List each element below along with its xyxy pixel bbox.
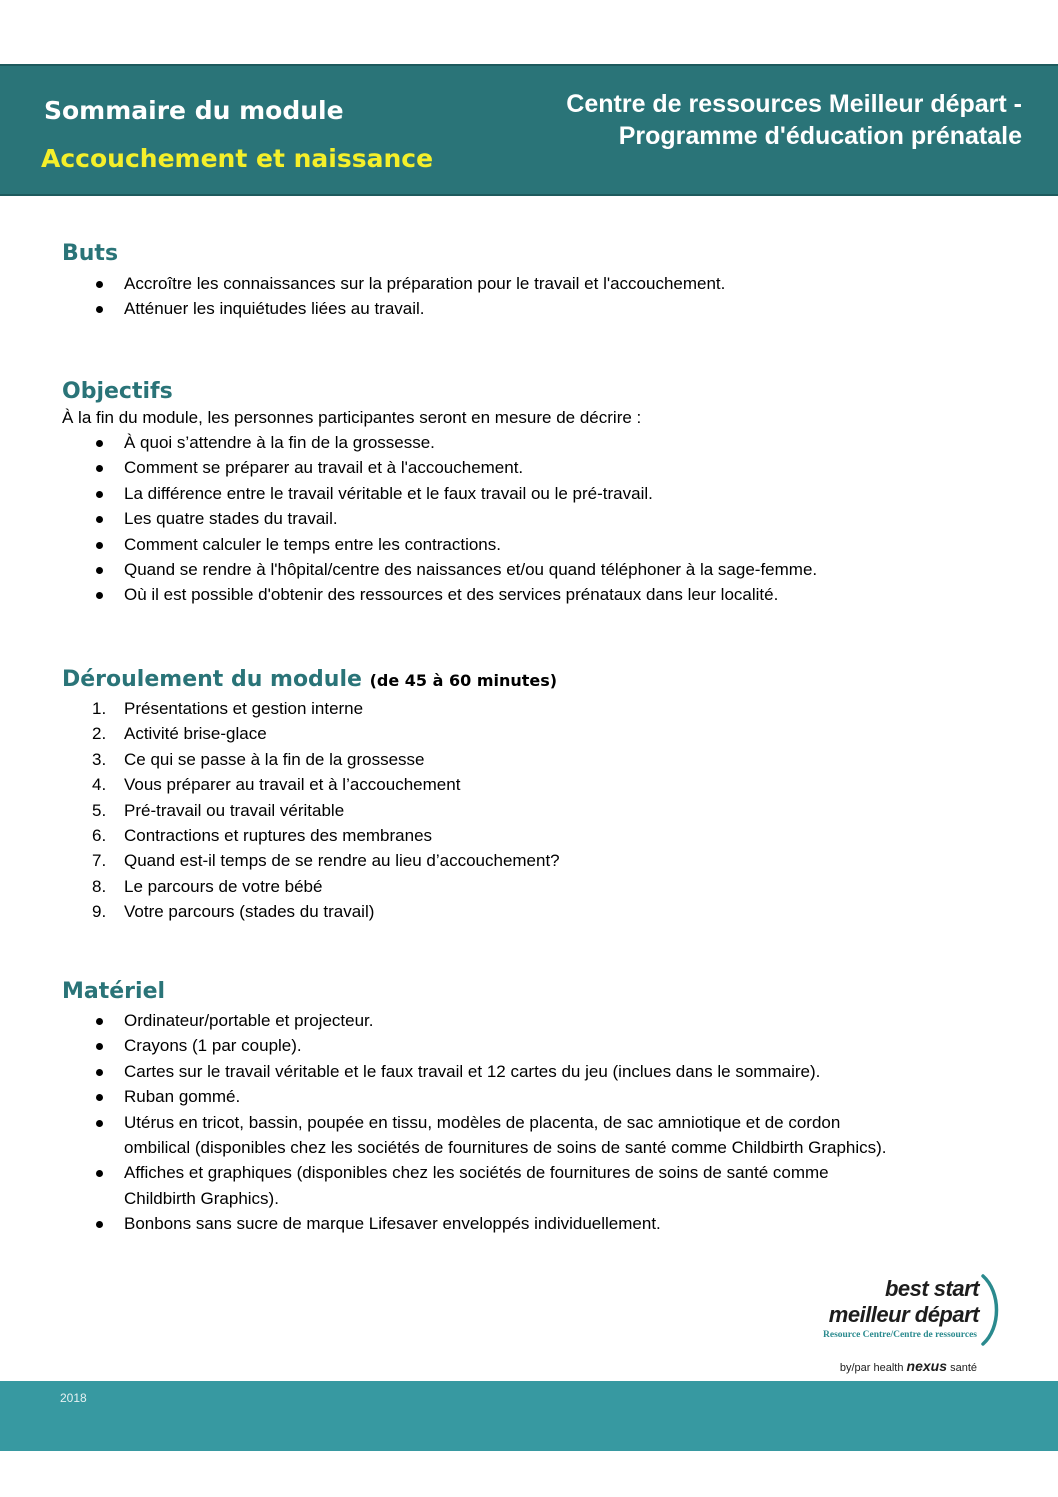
logo-line-best-start: best start <box>884 1276 979 1301</box>
deroulement-title: Déroulement du module <box>62 667 362 692</box>
logo-by: by/par health <box>839 1362 904 1374</box>
logo-arc-icon <box>979 1274 1001 1346</box>
list-item: Affiches et graphiques (disponibles chez les sociétés de fournitures de soins de santé comme Childbirth Graphics). <box>124 1163 829 1208</box>
list-item: Bonbons sans sucre de marque Lifesaver enveloppés individuellement. <box>124 1214 661 1234</box>
header-band <box>0 64 1058 196</box>
deroulement-duration: (de 45 à 60 minutes) <box>369 671 558 690</box>
list-item: Crayons (1 par couple). <box>124 1036 302 1056</box>
list-item: Comment se préparer au travail et à l'accouchement. <box>124 458 524 478</box>
list-item: Où il est possible d'obtenir des ressources et des services prénataux dans leur localité. <box>124 585 779 605</box>
list-item: Ordinateur/portable et projecteur. <box>124 1011 374 1030</box>
objectifs-intro: À la fin du module, les personnes participantes seront en mesure de décrire : <box>62 408 642 427</box>
materiel-heading: Matériel <box>62 979 166 1004</box>
list-item: 9. Votre parcours (stades du travail) <box>92 902 375 922</box>
footer-band <box>0 1381 1058 1451</box>
deroulement-list <box>62 696 904 925</box>
section-objectifs <box>62 378 1024 608</box>
list-item: Atténuer les inquiétudes liées au travail. <box>124 299 425 319</box>
objectifs-heading: Objectifs <box>62 379 173 404</box>
logo-nexus: nexus <box>906 1358 948 1374</box>
logo-line-health-nexus <box>840 1358 977 1374</box>
logo-line-meilleur-depart: meilleur départ <box>828 1302 979 1327</box>
centre-title-line2: Programme d'éducation prénatale <box>618 122 1022 150</box>
list-item: La différence entre le travail véritable et le faux travail ou le pré-travail. <box>124 483 653 503</box>
list-item: Ruban gommé. <box>124 1087 241 1107</box>
buts-heading: Buts <box>62 241 119 266</box>
list-item: 3. Ce qui se passe à la fin de la grossesse <box>92 749 425 769</box>
materiel-list <box>62 1008 904 1237</box>
list-item: 2. Activité brise-glace <box>92 724 267 744</box>
list-item: Utérus en tricot, bassin, poupée en tissu, modèles de placenta, de sac amniotique et de cordon ombilical (disponibles chez les sociétés de fournitures de soins de santé comme Childbirth Graphics). <box>124 1112 887 1158</box>
module-title: Sommaire du module <box>44 96 344 125</box>
list-item: 7. Quand est-il temps de se rendre au lieu d’accouchement? <box>92 851 560 871</box>
best-start-logo <box>805 1272 1015 1382</box>
list-item: Cartes sur le travail véritable et le faux travail et 12 cartes du jeu (inclues dans le sommaire). <box>124 1061 821 1081</box>
logo-line-resource-centre: Resource Centre/Centre de ressources <box>823 1330 977 1340</box>
logo-sante: santé <box>950 1362 977 1374</box>
list-item: À quoi s’attendre à la fin de la grossesse. <box>124 433 435 452</box>
deroulement-heading <box>62 666 904 695</box>
list-item: 4. Vous préparer au travail et à l’accouchement <box>92 775 461 795</box>
section-deroulement <box>62 666 904 925</box>
section-materiel <box>62 978 904 1237</box>
list-item: Les quatre stades du travail. <box>124 509 338 529</box>
list-item: Comment calculer le temps entre les contractions. <box>124 534 501 554</box>
list-item: Accroître les connaissances sur la préparation pour le travail et l'accouchement. <box>124 274 726 293</box>
list-item: Quand se rendre à l'hôpital/centre des naissances et/ou quand téléphoner à la sage-femme. <box>124 560 818 580</box>
list-item: 5. Pré-travail ou travail véritable <box>92 800 345 820</box>
list-item: 1. Présentations et gestion interne <box>92 699 364 718</box>
buts-list <box>62 271 904 322</box>
centre-title <box>462 88 1022 152</box>
list-item: 8. Le parcours de votre bébé <box>92 876 323 896</box>
module-subtitle: Accouchement et naissance <box>41 144 434 173</box>
footer-year: 2018 <box>60 1391 87 1405</box>
centre-title-line1: Centre de ressources Meilleur départ - <box>566 90 1022 118</box>
section-buts <box>62 240 904 322</box>
objectifs-list <box>62 430 1024 608</box>
list-item: 6. Contractions et ruptures des membranes <box>92 826 433 846</box>
